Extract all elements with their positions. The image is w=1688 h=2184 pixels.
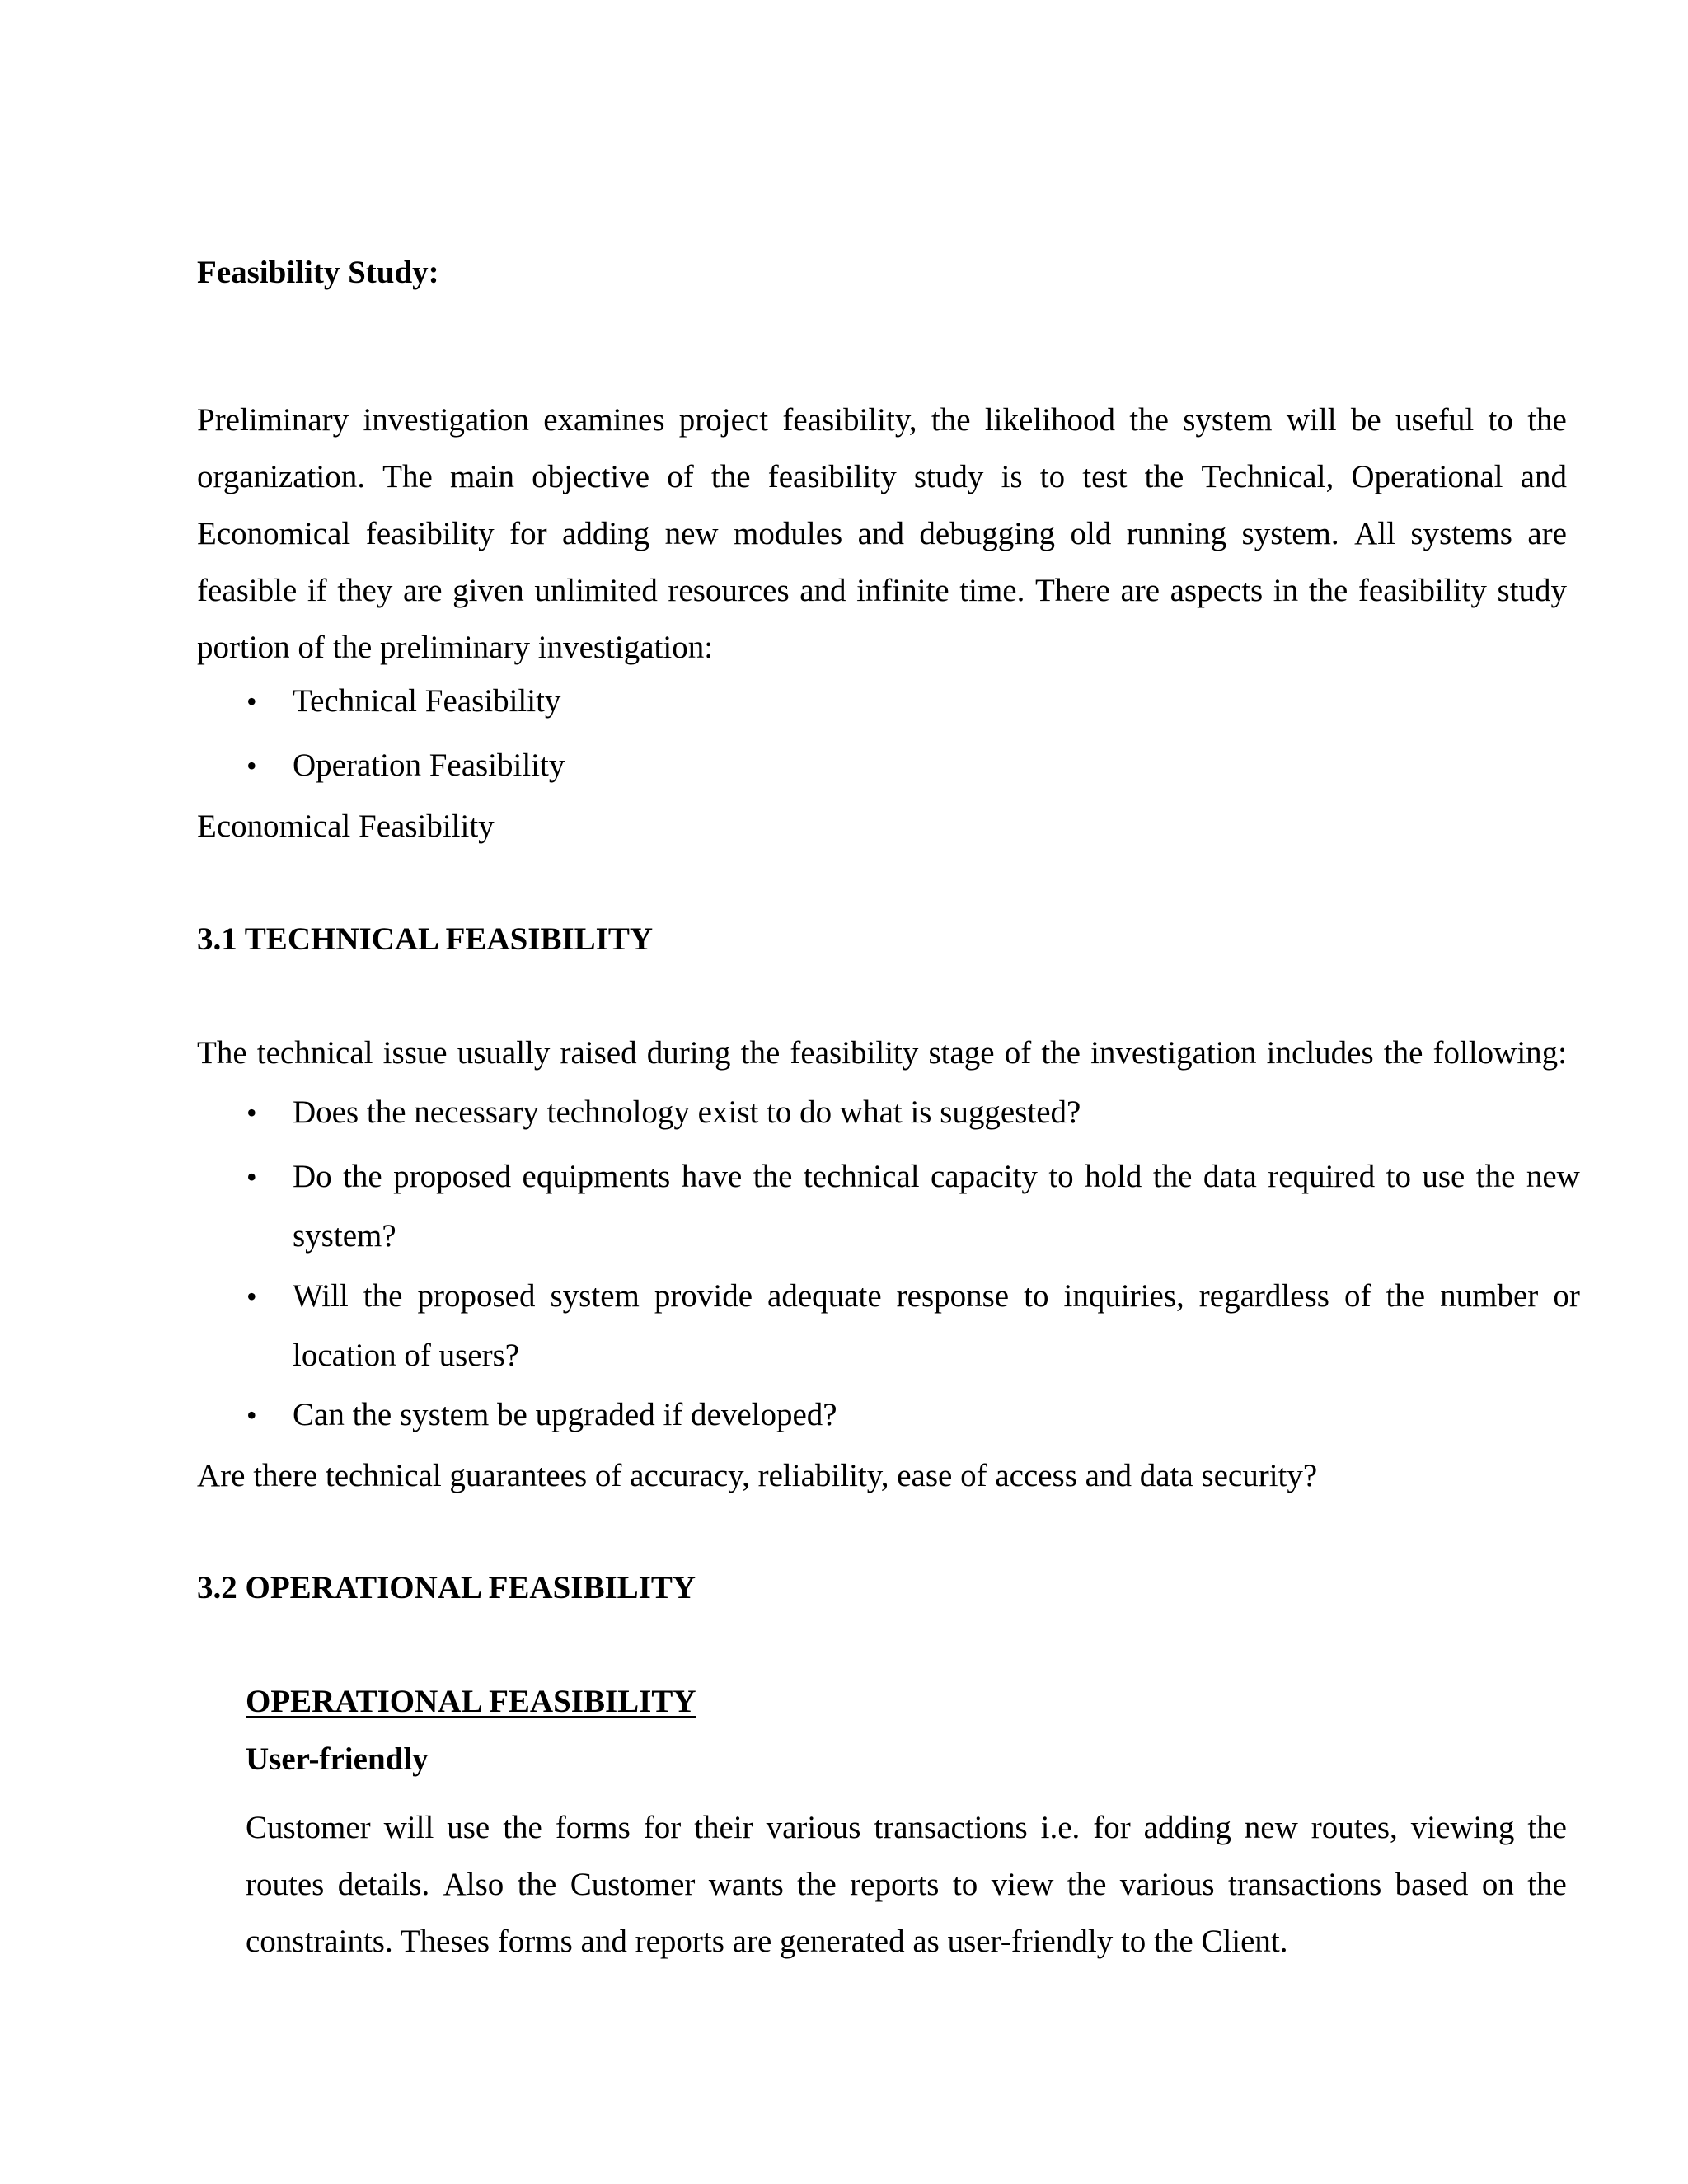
intro-line: Economical feasibility for adding new modules and debugging old running system. All systems are	[197, 516, 1567, 551]
intro-trailing-line: Economical Feasibility	[197, 808, 495, 844]
list-item-text	[293, 1267, 1580, 1385]
section-heading-technical: 3.1 TECHNICAL FEASIBILITY	[197, 921, 654, 957]
list-item-text: Technical Feasibility	[293, 683, 561, 719]
intro-line: feasible if they are given unlimited resources and infinite time. There are aspects in the feasibility study	[197, 573, 1567, 608]
list-item-line: Do the proposed equipments have the technical capacity to hold the data required to use the new	[293, 1159, 1580, 1194]
list-item-text: Can the system be upgraded if developed?	[293, 1397, 837, 1432]
subheading-user-friendly: User-friendly	[246, 1741, 429, 1777]
intro-line: organization. The main objective of the feasibility study is to test the Technical, Operational and	[197, 459, 1567, 494]
technical-trailing-line: Are there technical guarantees of accuracy, reliability, ease of access and data security?	[197, 1458, 1318, 1493]
intro-line: portion of the preliminary investigation:	[197, 630, 714, 665]
bullet-icon: •	[246, 1280, 257, 1313]
bullet-icon: •	[246, 1096, 257, 1129]
list-item	[246, 681, 1565, 722]
operational-paragraph	[246, 1799, 1567, 1970]
bullet-icon: •	[246, 1399, 257, 1432]
bullet-icon: •	[246, 1160, 257, 1193]
list-item-line: system?	[293, 1218, 396, 1254]
list-item	[246, 1394, 1565, 1436]
list-item-text: Operation Feasibility	[293, 748, 565, 783]
list-item-text: Does the necessary technology exist to do what is suggested?	[293, 1094, 1081, 1130]
intro-line: Preliminary investigation examines project feasibility, the likelihood the system will be useful to the	[197, 402, 1567, 438]
intro-paragraph	[197, 391, 1567, 676]
operational-line: constraints. Theses forms and reports are generated as user-friendly to the Client.	[246, 1924, 1288, 1959]
list-item	[246, 1276, 1582, 1394]
list-item	[246, 1092, 1565, 1133]
doc-title: Feasibility Study:	[197, 255, 439, 290]
operational-line: routes details. Also the Customer wants the reports to view the various transactions based on the	[246, 1867, 1567, 1902]
section-heading-operational: 3.2 OPERATIONAL FEASIBILITY	[197, 1570, 696, 1605]
technical-intro-line: The technical issue usually raised during the feasibility stage of the investigation includes the following:	[197, 1035, 1567, 1071]
operational-line: Customer will use the forms for their various transactions i.e. for adding new routes, viewing the	[246, 1810, 1567, 1845]
list-item-line: location of users?	[293, 1338, 520, 1373]
list-item	[246, 745, 1565, 786]
list-item	[246, 1156, 1582, 1275]
list-item-line: Will the proposed system provide adequate response to inquiries, regardless of the number or	[293, 1278, 1580, 1314]
subheading-operational: OPERATIONAL FEASIBILITY	[246, 1684, 696, 1719]
bullet-icon: •	[246, 685, 257, 718]
list-item-text	[293, 1147, 1580, 1266]
bullet-icon: •	[246, 749, 257, 782]
